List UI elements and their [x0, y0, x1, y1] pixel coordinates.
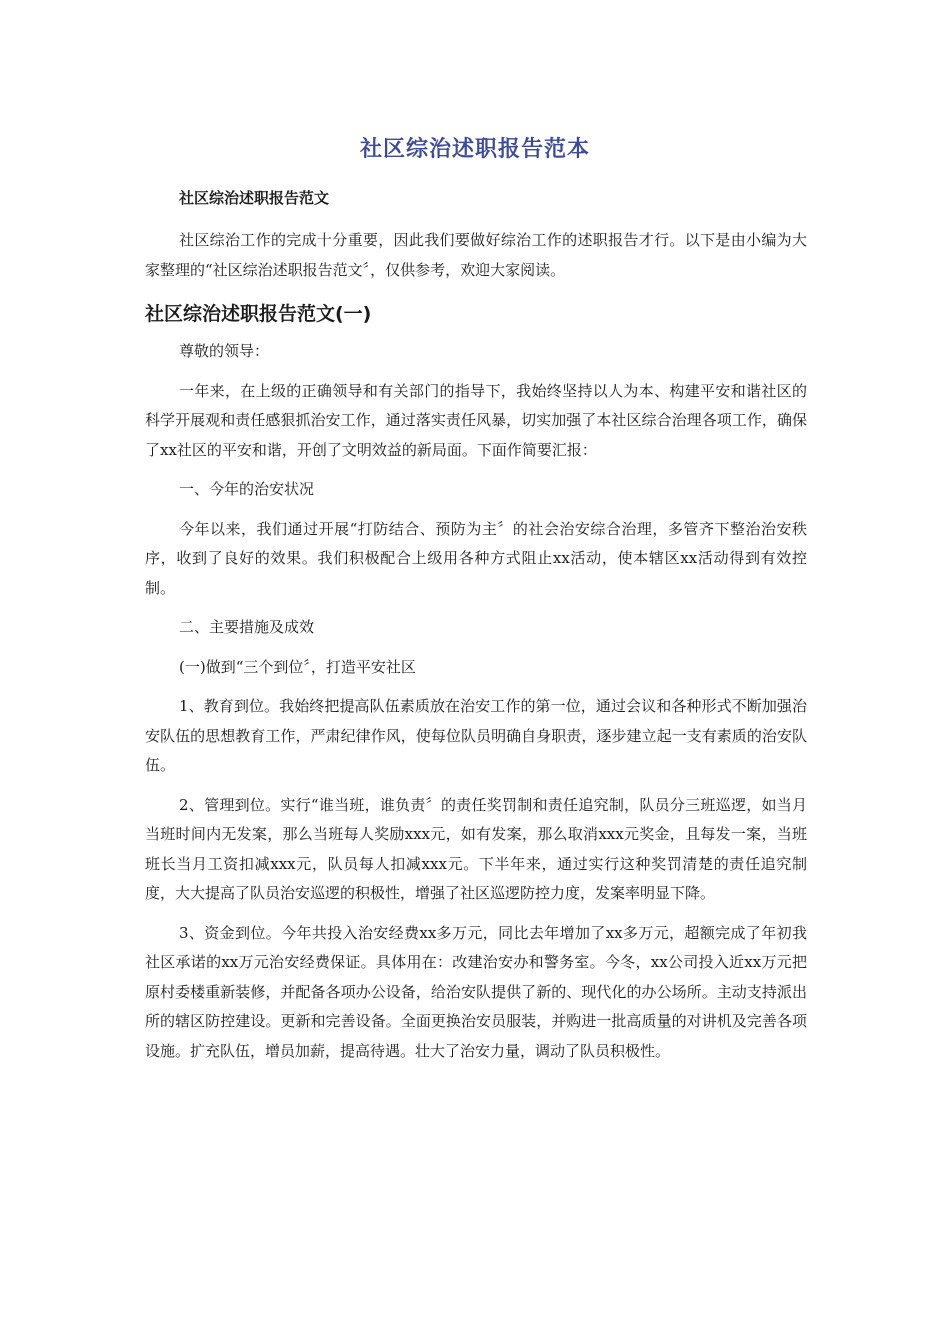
- body-paragraph: 2、管理到位。实行“谁当班，谁负责〞的责任奖罚制和责任追究制，队员分三班巡逻，如当月当班时间内无发案，那么当班每人奖励xxx元，如有发案，那么取消xxx元奖金，且每发一案，当班班长当月工资扣减xxx元，队员每人扣减xxx元。下半年来，通过实行这种奖罚清楚的责任追究制度，大大提高了队员治安巡逻的积极性，增强了社区巡逻防控力度，发案率明显下降。: [145, 795, 807, 902]
- intro-paragraph: 社区综治工作的完成十分重要，因此我们要做好综治工作的述职报告才行。以下是由小编为大家整理的“社区综治述职报告范文〞，仅供参考，欢迎大家阅读。: [145, 231, 807, 279]
- document-title: 社区综治述职报告范本: [359, 137, 590, 162]
- salutation: 尊敬的领导：: [179, 342, 270, 360]
- body-paragraph: 3、资金到位。今年共投入治安经费xx多万元，同比去年增加了xx多万元，超额完成了年初我社区承诺的xx万元治安经费保证。具体用在：改建治安办和警务室。今冬，xx公司投入近xx万元把原村委楼重新装修，并配备各项办公设备，给治安队提供了新的、现代化的办公场所。主动支持派出所的辖区防控建设。更新和完善设备。全面更换治安员服装，并购进一批高质量的对讲机及完善各项设施。扩充队伍，增员加薪，提高待遇。壮大了治安力量，调动了队员积极性。: [145, 923, 807, 1060]
- subheading-three-in-place: (一)做到“三个到位〞，打造平安社区: [179, 657, 416, 676]
- section-heading: 社区综治述职报告范文(一): [145, 303, 372, 325]
- subheading-security-status: 一、今年的治安状况: [179, 480, 315, 498]
- body-paragraph: 1、教育到位。我始终把提高队伍素质放在治安工作的第一位，通过会议和各种形式不断加强治安队伍的思想教育工作，严肃纪律作风，使每位队员明确自身职责，逐步建立起一支有素质的治安队伍。: [145, 697, 807, 774]
- document-body: [145, 186, 807, 1076]
- body-paragraph: 今年以来，我们通过开展“打防结合、预防为主〞的社会治安综合治理，多管齐下整治治安秩序，收到了良好的效果。我们积极配合上级用各种方式阻止xx活动，使本辖区xx活动得到有效控制。: [145, 519, 807, 597]
- body-paragraph: 一年来，在上级的正确领导和有关部门的指导下，我始终坚持以人为本、构建平安和谐社区的科学开展观和责任感狠抓治安工作，通过落实责任风暴，切实加强了本社区综合治理各项工作，确保了xx社区的平安和谐，开创了文明效益的新局面。下面作简要汇报：: [145, 381, 807, 459]
- subheading-measures: 二、主要措施及成效: [179, 618, 315, 636]
- document-subtitle: 社区综治述职报告范文: [179, 189, 330, 207]
